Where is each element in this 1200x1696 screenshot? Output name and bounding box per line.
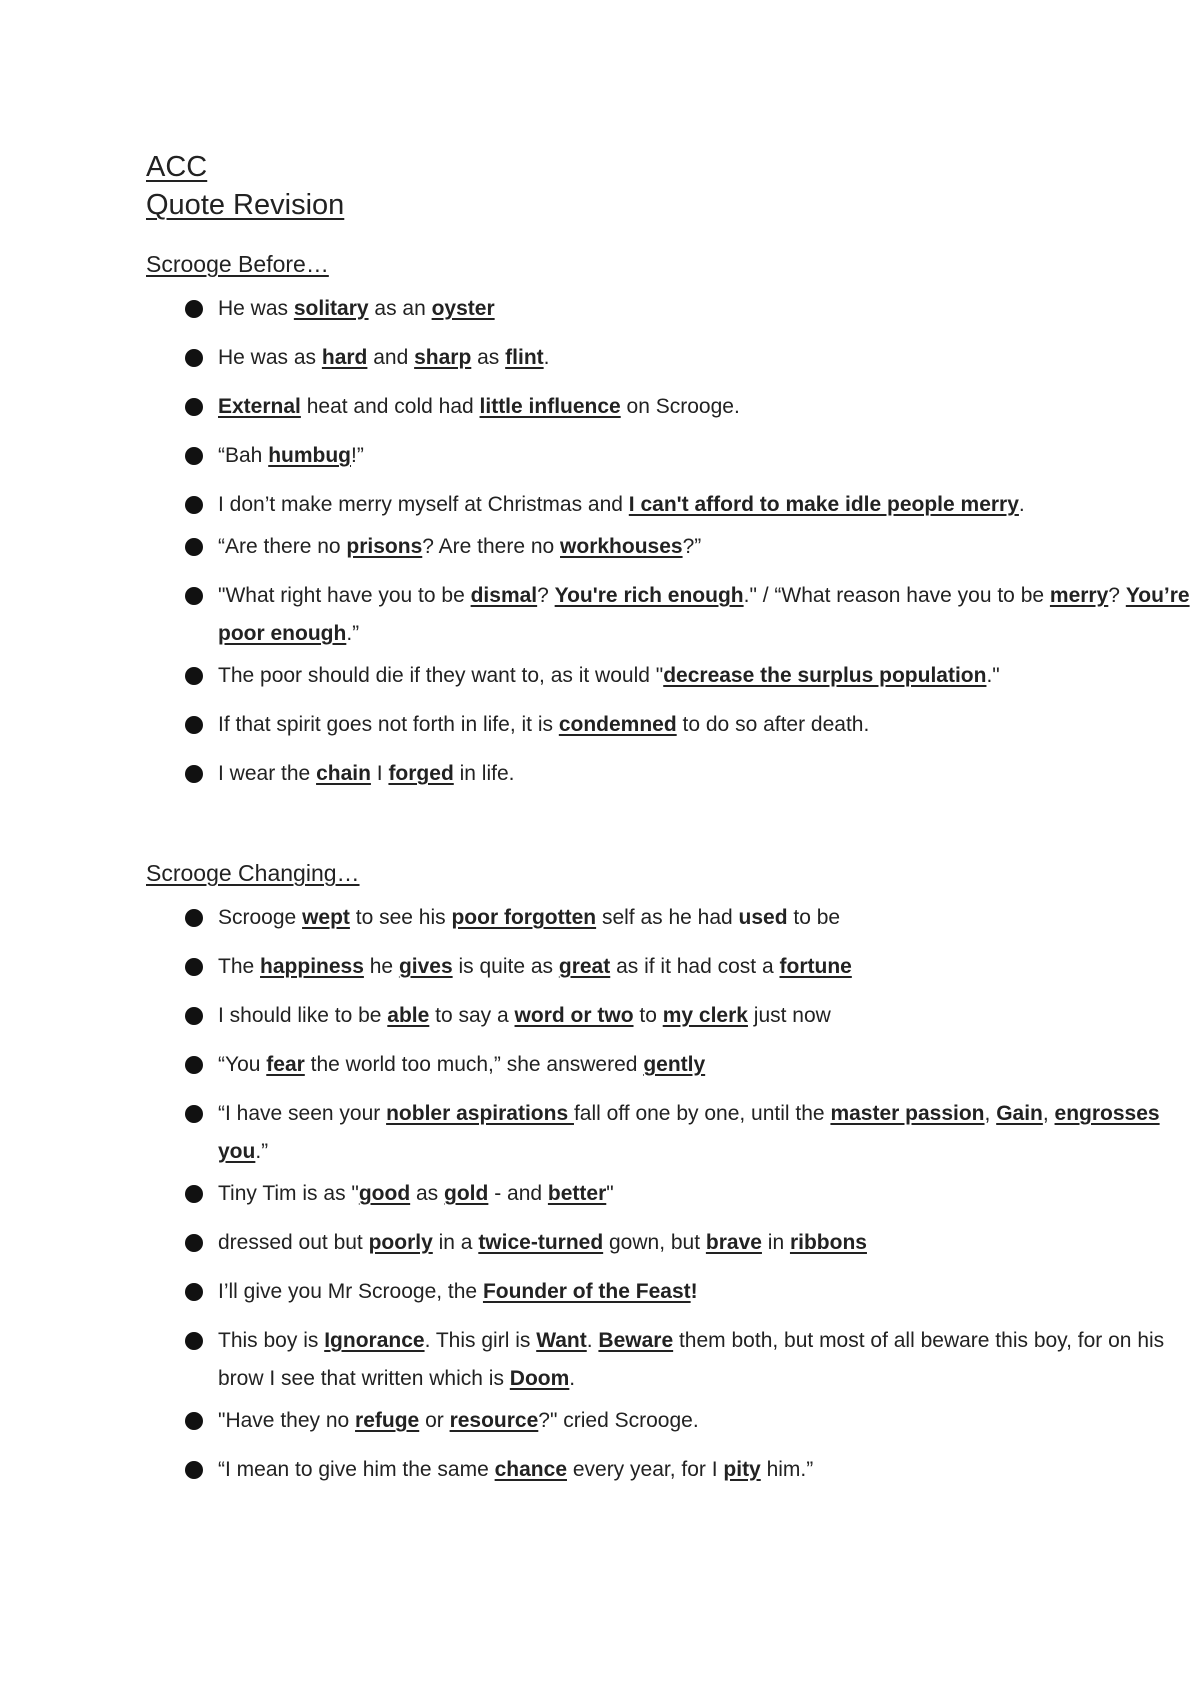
quote-text: just now: [747, 1004, 831, 1027]
key-word: chain: [316, 762, 371, 785]
key-word: Founder of the Feast: [482, 1280, 691, 1303]
key-word: External: [218, 395, 301, 418]
quote-text: as: [410, 1182, 445, 1205]
key-word: forged: [388, 762, 454, 785]
quote-text: "Have they no: [218, 1409, 356, 1432]
quote-item: [146, 1224, 1198, 1262]
quote-item: [146, 290, 1198, 328]
key-word: workhouses: [560, 535, 683, 558]
key-word: poor forgotten: [451, 906, 597, 929]
key-word: You’re poor enough: [218, 584, 1190, 645]
quote-text: - and: [488, 1182, 548, 1205]
quote-text: “I mean to give him the same: [218, 1458, 495, 1481]
key-word: Doom: [509, 1367, 570, 1390]
quote-text: I’ll give you Mr Scrooge, the: [218, 1280, 483, 1303]
key-word: brave: [705, 1231, 762, 1254]
quote-text: The: [218, 955, 261, 978]
quote-item: [146, 657, 1198, 695]
quote-item: [146, 899, 1198, 937]
quote-text: ?”: [682, 535, 702, 558]
key-word: great: [558, 955, 611, 978]
quote-text: .: [569, 1367, 576, 1390]
quote-text: to do so after death.: [676, 713, 870, 736]
quote-text: is quite as: [452, 955, 559, 978]
quote-text: . This girl is: [424, 1329, 537, 1352]
quote-text: He was: [218, 297, 294, 320]
quote-text: ,: [1042, 1102, 1055, 1125]
quote-item: [146, 577, 1198, 653]
key-word: merry: [1049, 584, 1109, 607]
quote-text: ?" cried Scrooge.: [538, 1409, 699, 1432]
key-word: pity: [723, 1458, 761, 1481]
quote-item: [146, 528, 1198, 566]
quote-text: to: [633, 1004, 663, 1027]
quote-text: .”: [346, 622, 360, 645]
key-word: gives: [398, 955, 453, 978]
quote-text: every year, for I: [567, 1458, 724, 1481]
quote-text: .": [986, 664, 1000, 687]
quote-text: in life.: [453, 762, 515, 785]
quote-text: ?: [537, 584, 555, 607]
quote-text: Tiny Tim is as ": [218, 1182, 359, 1205]
quote-text: This boy is: [218, 1329, 325, 1352]
quote-text: the world too much,” she answered: [304, 1053, 644, 1076]
key-word: fear: [266, 1053, 305, 1076]
quote-text: in a: [432, 1231, 479, 1254]
key-word: happiness: [260, 955, 364, 978]
key-word: hard: [321, 346, 368, 369]
quote-text: The poor should die if they want to, as it would ": [218, 664, 664, 687]
key-word: flint: [505, 346, 544, 369]
quote-text: gown, but: [603, 1231, 706, 1254]
quote-text: I should like to be: [218, 1004, 388, 1027]
quote-text: ,: [984, 1102, 997, 1125]
key-word: wept: [302, 906, 350, 929]
quote-text: dressed out but: [218, 1231, 369, 1254]
key-word: You're rich enough: [554, 584, 744, 607]
document-subtitle: Quote Revision: [146, 189, 345, 221]
key-word: resource: [449, 1409, 539, 1432]
section-heading-before: Scrooge Before…: [146, 251, 329, 277]
quote-text: “Bah: [218, 444, 269, 467]
key-word: gently: [643, 1053, 706, 1076]
key-word: prisons: [346, 535, 423, 558]
quote-text: on Scrooge.: [620, 395, 740, 418]
bold-text: !: [690, 1280, 698, 1303]
quote-text: .: [1018, 493, 1025, 516]
key-word: able: [387, 1004, 430, 1027]
key-word: solitary: [293, 297, 369, 320]
quote-text: to say a: [429, 1004, 515, 1027]
quote-text: ": [606, 1182, 614, 1205]
key-word: oyster: [431, 297, 495, 320]
quote-text: "What right have you to be: [218, 584, 471, 607]
key-word: Want: [536, 1329, 587, 1352]
quote-text: I: [370, 762, 389, 785]
quote-item: [146, 1273, 1198, 1311]
quote-text: “Are there no: [218, 535, 347, 558]
key-word: condemned: [558, 713, 677, 736]
quote-item: [146, 997, 1198, 1035]
quote-text: ? Are there no: [422, 535, 561, 558]
quote-text: and: [367, 346, 415, 369]
key-word: sharp: [414, 346, 472, 369]
quote-list-before: [146, 290, 1190, 793]
quote-item: [146, 437, 1198, 475]
quote-text: I wear the: [218, 762, 317, 785]
section-heading-changing: Scrooge Changing…: [146, 860, 360, 886]
quote-text: in: [761, 1231, 790, 1254]
document-page: [146, 148, 1190, 1500]
quote-text: ." / “What reason have you to be: [743, 584, 1050, 607]
quote-text: as if it had cost a: [610, 955, 780, 978]
quote-text: fall off one by one, until the: [573, 1102, 831, 1125]
quote-text: .: [543, 346, 550, 369]
key-word: ribbons: [789, 1231, 867, 1254]
quote-text: ?: [1108, 584, 1126, 607]
key-word: refuge: [355, 1409, 420, 1432]
quote-item: [146, 1095, 1198, 1171]
quote-text: to see his: [349, 906, 452, 929]
key-word: dismal: [470, 584, 538, 607]
quote-text: or: [419, 1409, 450, 1432]
quote-text: to be: [787, 906, 841, 929]
quote-text: .”: [255, 1140, 269, 1163]
quote-text: !”: [351, 444, 364, 467]
key-word: decrease the surplus population: [663, 664, 987, 687]
key-word: Gain: [996, 1102, 1043, 1125]
key-word: fortune: [779, 955, 852, 978]
quote-text: I don’t make merry myself at Christmas and: [218, 493, 629, 516]
quote-text: He was as: [218, 346, 322, 369]
quote-item: [146, 948, 1198, 986]
key-word: good: [358, 1182, 411, 1205]
quote-text: as: [471, 346, 506, 369]
quote-text: them both, but most of all beware this boy, for on his brow I see that written which is: [218, 1329, 1165, 1390]
key-word: nobler aspirations: [386, 1102, 574, 1125]
key-word: I can't afford to make idle people merry: [628, 493, 1019, 516]
quote-item: [146, 1451, 1198, 1489]
key-word: twice-turned: [478, 1231, 604, 1254]
key-word: chance: [494, 1458, 567, 1481]
quote-text: “I have seen your: [218, 1102, 387, 1125]
quote-text: If that spirit goes not forth in life, it is: [218, 713, 559, 736]
quote-text: Scrooge: [218, 906, 303, 929]
key-word: master passion: [830, 1102, 985, 1125]
quote-item: [146, 388, 1198, 426]
quote-list-changing: [146, 899, 1165, 1489]
quote-item: [146, 339, 1198, 377]
quote-text: .: [586, 1329, 599, 1352]
key-word: engrosses you: [218, 1102, 1160, 1163]
quote-item: [146, 486, 1198, 524]
key-word: my clerk: [662, 1004, 748, 1027]
bold-text: used: [738, 906, 788, 929]
quote-item: [146, 1046, 1198, 1084]
quote-text: “You: [218, 1053, 267, 1076]
key-word: little influence: [479, 395, 621, 418]
quote-text: self as he had: [596, 906, 739, 929]
quote-item: [146, 755, 1198, 793]
quote-text: heat and cold had: [300, 395, 480, 418]
quote-text: as an: [368, 297, 432, 320]
quote-item: [146, 706, 1198, 744]
quote-item: [146, 1322, 1198, 1398]
key-word: poorly: [368, 1231, 433, 1254]
key-word: Beware: [598, 1329, 674, 1352]
quote-text: him.”: [760, 1458, 814, 1481]
quote-item: [146, 1175, 1198, 1213]
key-word: gold: [444, 1182, 489, 1205]
key-word: better: [547, 1182, 607, 1205]
key-word: humbug: [268, 444, 352, 467]
key-word: word or two: [514, 1004, 634, 1027]
key-word: Ignorance: [324, 1329, 425, 1352]
document-title: ACC: [146, 151, 208, 183]
quote-item: [146, 1402, 1198, 1440]
quote-text: he: [363, 955, 399, 978]
